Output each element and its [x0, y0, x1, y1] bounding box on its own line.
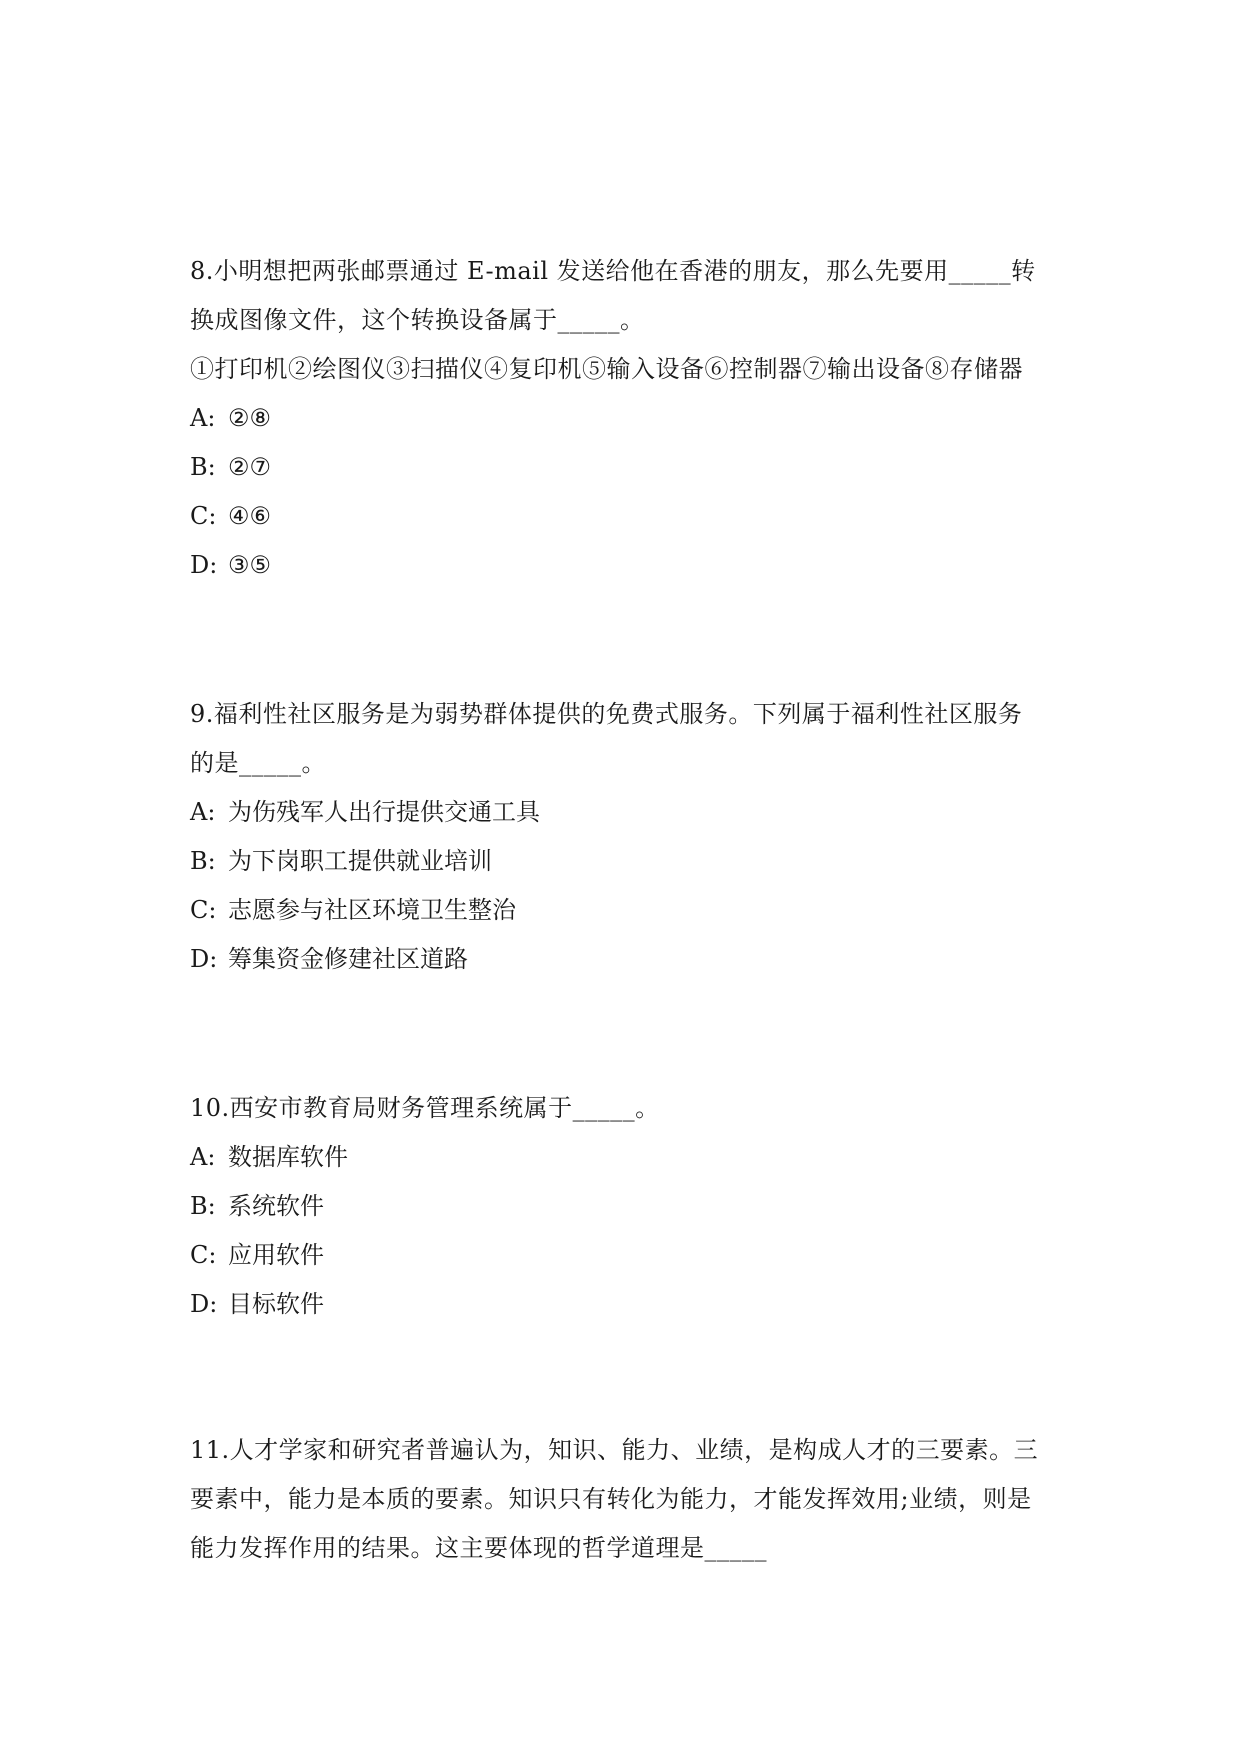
option-text: 应用软件	[228, 1241, 324, 1269]
stem-line: 10.西安市教育局财务管理系统属于_____。	[190, 1094, 660, 1122]
question-11	[190, 1426, 1070, 1573]
option-letter: C:	[190, 502, 217, 530]
option-text: 数据库软件	[228, 1143, 348, 1171]
stem-line: 要素中，能力是本质的要素。知识只有转化为能力，才能发挥效用;业绩，则是	[190, 1485, 1032, 1513]
option-text: ③⑤	[228, 551, 272, 579]
option-letter: C:	[190, 1241, 217, 1269]
option-text: 为下岗职工提供就业培训	[228, 847, 492, 875]
option-text: ④⑥	[228, 502, 272, 530]
option-letter: B:	[190, 1192, 216, 1220]
question-stem	[190, 247, 1070, 394]
option-letter: D:	[190, 551, 218, 579]
option-b	[190, 443, 1070, 492]
question-9	[190, 690, 1070, 984]
stem-line: 8.小明想把两张邮票通过 E-mail 发送给他在香港的朋友，那么先要用_____转	[190, 257, 1036, 285]
stem-line: 11.人才学家和研究者普遍认为，知识、能力、业绩，是构成人才的三要素。三	[190, 1436, 1039, 1464]
question-stem	[190, 1084, 1070, 1133]
question-10	[190, 1084, 1070, 1329]
option-letter: C:	[190, 896, 217, 924]
option-text: ②⑦	[228, 453, 272, 481]
stem-line: 换成图像文件，这个转换设备属于_____。	[190, 306, 645, 334]
option-text: 为伤残军人出行提供交通工具	[228, 798, 540, 826]
option-b	[190, 1182, 1070, 1231]
option-letter: B:	[190, 847, 216, 875]
option-text: ②⑧	[228, 404, 272, 432]
option-text: 筹集资金修建社区道路	[228, 945, 468, 973]
option-c	[190, 1231, 1070, 1280]
stem-line: 9.福利性社区服务是为弱势群体提供的免费式服务。下列属于福利性社区服务	[190, 700, 1023, 728]
option-letter: A:	[190, 404, 216, 432]
option-letter: A:	[190, 798, 216, 826]
question-8	[190, 247, 1070, 590]
stem-line: 能力发挥作用的结果。这主要体现的哲学道理是_____	[190, 1534, 767, 1562]
question-stem	[190, 690, 1070, 788]
option-d	[190, 935, 1070, 984]
option-a	[190, 1133, 1070, 1182]
option-c	[190, 886, 1070, 935]
option-text: 志愿参与社区环境卫生整治	[228, 896, 516, 924]
question-stem	[190, 1426, 1070, 1573]
option-a	[190, 788, 1070, 837]
option-d	[190, 541, 1070, 590]
option-text: 系统软件	[228, 1192, 324, 1220]
option-c	[190, 492, 1070, 541]
option-letter: D:	[190, 945, 218, 973]
option-letter: D:	[190, 1290, 218, 1318]
stem-line: 的是_____。	[190, 749, 326, 777]
option-text: 目标软件	[228, 1290, 324, 1318]
option-b	[190, 837, 1070, 886]
option-a	[190, 394, 1070, 443]
option-d	[190, 1280, 1070, 1329]
stem-line: ①打印机②绘图仪③扫描仪④复印机⑤输入设备⑥控制器⑦输出设备⑧存储器	[190, 355, 1023, 383]
option-letter: B:	[190, 453, 216, 481]
option-letter: A:	[190, 1143, 216, 1171]
